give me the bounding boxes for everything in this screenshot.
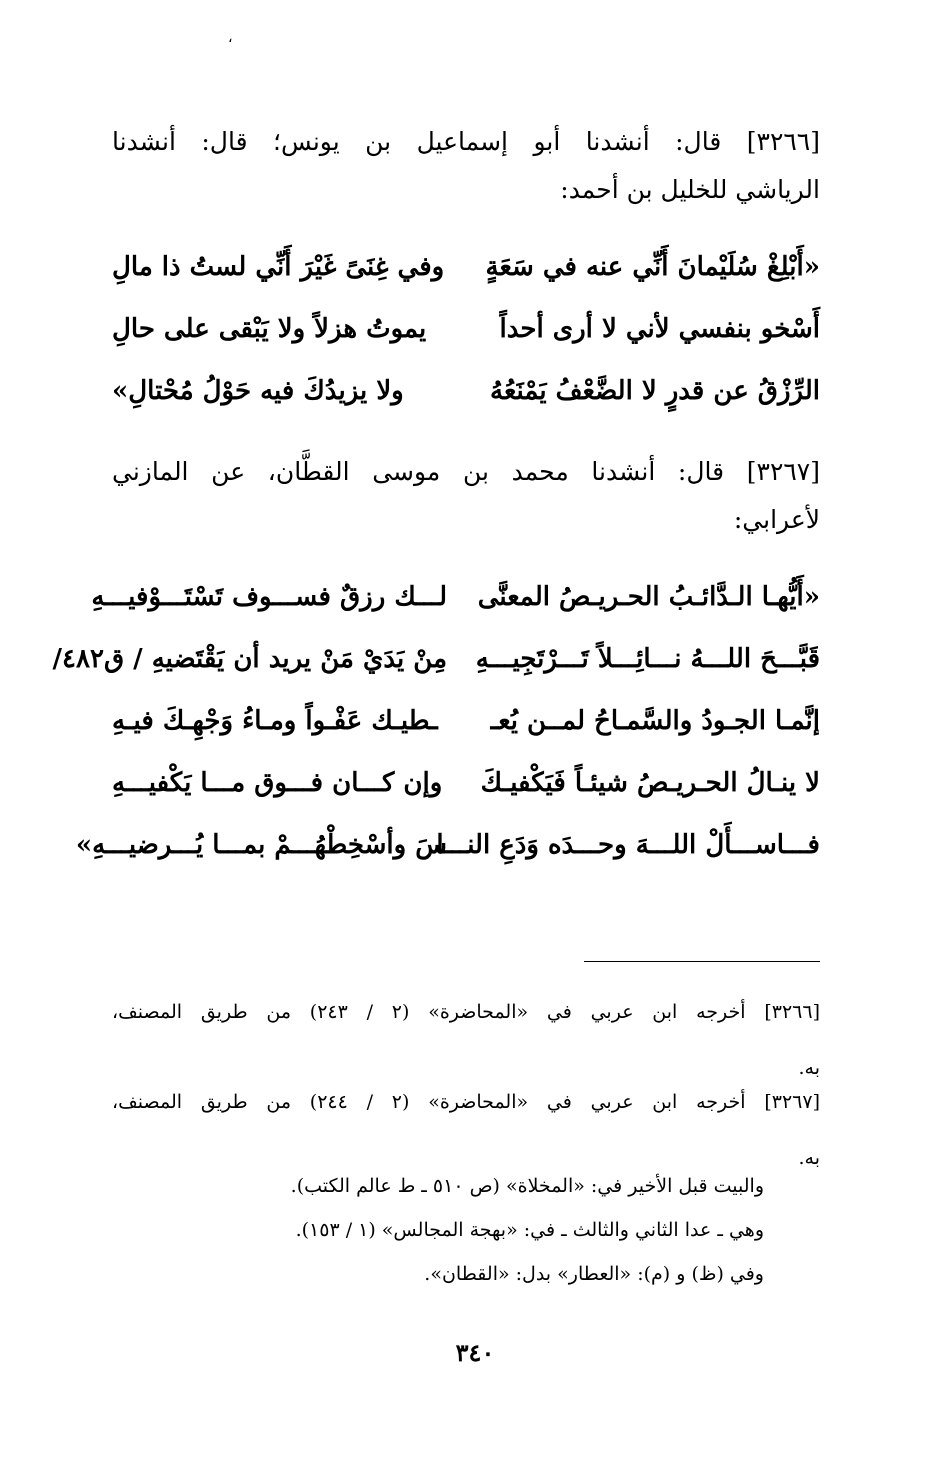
paragraph-3266-line2: الرياشي للخليل بن أحمد:	[560, 175, 820, 204]
verse-second-hemistich: وإن كـــان فـــوق مـــا يَكْفيـــهِ	[112, 768, 443, 798]
verse-first-hemistich: «أَيُّهـا الـدَّائـبُ الحـريـصُ المعنَّى	[477, 582, 820, 612]
verse-row	[112, 314, 820, 376]
footnote-note-3: وفي (ظ) و (م): «العطار» بدل: «القطان».	[424, 1263, 764, 1285]
verse-first-hemistich: أَسْخو بنفسي لأني لا أرى أحداً	[499, 314, 820, 344]
footnote-separator	[584, 961, 820, 962]
verse-second-hemistich: لـــك رزقٌ فســـوف تَسْتَـــوْفيـــهِ	[91, 582, 447, 612]
verse-second-hemistich: مِنْ يَدَيْ مَنْ يريد أن يَقْتَضيهِ / ق٤٨٢/	[52, 644, 447, 674]
verse-second-hemistich: سَ وأسْخِطْهُـــمْ بمـــا يُـــرضيـــهِ»	[75, 830, 447, 860]
paragraph-3267-line1: [٣٢٦٧] قال: أنشدنا محمد بن موسى القطَّان، عن المازني	[112, 457, 820, 486]
footnote-3266-line2: به.	[798, 1057, 820, 1079]
verse-row	[112, 768, 820, 830]
verse-second-hemistich: يموتُ هزلاً ولا يَبْقى على حالِ	[112, 314, 427, 344]
poem-3266	[112, 252, 820, 438]
verse-row	[112, 706, 820, 768]
paragraph-3266	[112, 118, 820, 214]
footnote-note-2: وهي ـ عدا الثاني والثالث ـ في: «بهجة المجالس» (١ / ١٥٣).	[295, 1219, 764, 1241]
verse-row	[91, 582, 820, 644]
verse-second-hemistich: وفي غِنَىً غَيْرَ أَنِّي لستُ ذا مالِ	[112, 252, 445, 282]
poem-3267	[52, 582, 820, 892]
paragraph-3266-line1: [٣٢٦٦] قال: أنشدنا أبو إسماعيل بن يونس؛ قال: أنشدنا	[112, 127, 820, 156]
footnote-note-1: والبيت قبل الأخير في: «المخلاة» (ص ٥١٠ ـ ط عالم الكتب).	[290, 1175, 764, 1197]
verse-row	[112, 376, 820, 438]
verse-second-hemistich: ولا يزيدُكَ فيه حَوْلُ مُحْتالِ»	[112, 376, 404, 406]
verse-second-hemistich: ـطيـك عَفْـواً ومـاءُ وَجْهِـكَ فيـهِ	[112, 706, 438, 736]
verse-first-hemistich: «أَبْلِغْ سُلَيْمانَ أَنِّي عنه في سَعَةٍ	[485, 252, 820, 282]
footnote-3267-line1: [٣٢٦٧] أخرجه ابن عربي في «المحاضرة» (٢ / ٢٤٤) من طريق المصنف،	[112, 1091, 820, 1113]
verse-row	[112, 252, 820, 314]
corner-mark: ،	[228, 30, 233, 46]
verse-first-hemistich: الرِّزْقُ عن قدرٍ لا الضَّعْفُ يَمْنَعُهُ	[490, 376, 820, 406]
footnote-3266-line1: [٣٢٦٦] أخرجه ابن عربي في «المحاضرة» (٢ / ٢٤٣) من طريق المصنف،	[112, 1001, 820, 1023]
verse-row	[52, 644, 820, 706]
verse-first-hemistich: إنَّمـا الجـودُ والسَّمـاحُ لمــن يُعـ	[490, 706, 820, 736]
verse-row	[75, 830, 820, 892]
paragraph-3267-line2: لأعرابي:	[733, 505, 820, 534]
verse-first-hemistich: فـــاســـأَلْ اللـــهَ وحـــدَه وَدَعِ النـــا	[436, 830, 820, 860]
footnote-3267-line2: به.	[798, 1147, 820, 1169]
paragraph-3267	[112, 448, 820, 544]
page-number: ٣٤٠	[455, 1338, 495, 1367]
verse-first-hemistich: لا ينـالُ الحـريـصُ شيئـاً فَيَكْفيـكَ	[480, 768, 820, 798]
verse-first-hemistich: قَبَّـــحَ اللـــهُ نـــائِـــلاً تَـــرْتَجِيـــهِ	[475, 644, 820, 674]
footnote-notes	[112, 1164, 764, 1296]
